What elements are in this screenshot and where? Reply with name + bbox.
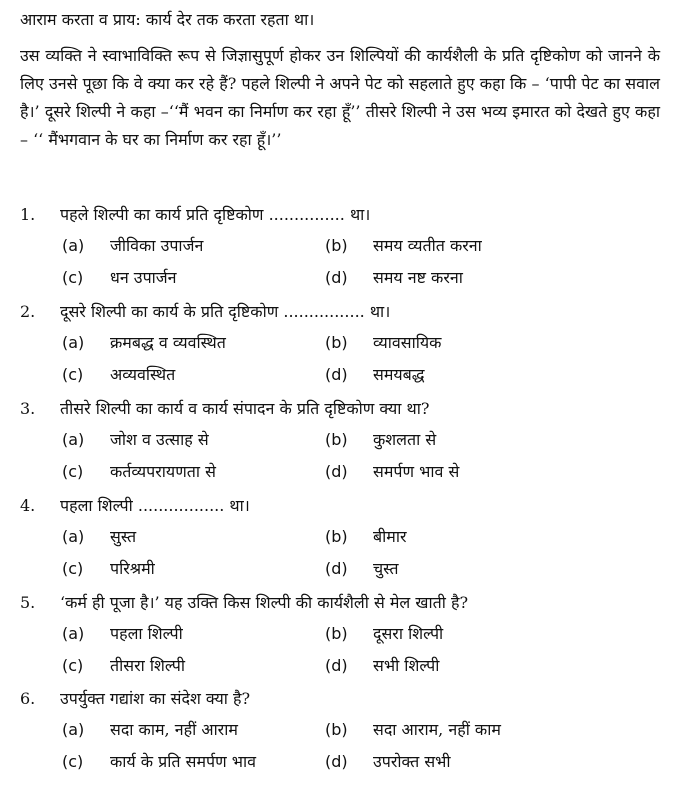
question-text: उपर्युक्त गद्यांश का संदेश क्या है? [60, 689, 251, 708]
option-d[interactable]: (d) समय नष्ट करना [325, 268, 463, 287]
question-number: 3. [20, 399, 36, 418]
option-b[interactable]: (b) समय व्यतीत करना [325, 236, 482, 255]
question-text: दूसरे शिल्पी का कार्य के प्रति दृष्टिकोण ................ था। [60, 302, 391, 321]
option-b[interactable]: (b) कुशलता से [325, 430, 437, 449]
option-b[interactable]: (b) बीमार [325, 527, 407, 546]
question-number: 6. [20, 689, 36, 708]
option-d[interactable]: (d) समर्पण भाव से [325, 462, 460, 481]
option-d[interactable]: (d) सभी शिल्पी [325, 656, 440, 675]
question-1 [20, 200, 665, 294]
option-d[interactable]: (d) उपरोक्त सभी [325, 752, 451, 771]
passage-top-line: आराम करता व प्राय: कार्य देर तक करता रहता था। [20, 10, 315, 29]
option-c[interactable]: (c) तीसरा शिल्पी [62, 656, 185, 675]
option-a[interactable]: (a) जीविका उपार्जन [62, 236, 204, 255]
question-2 [20, 297, 665, 391]
option-a[interactable]: (a) पहला शिल्पी [62, 624, 183, 643]
question-number: 4. [20, 496, 36, 515]
question-5 [20, 588, 665, 682]
option-c[interactable]: (c) कार्य के प्रति समर्पण भाव [62, 752, 257, 771]
question-number: 5. [20, 593, 36, 612]
option-d[interactable]: (d) चुस्त [325, 559, 399, 578]
option-b[interactable]: (b) सदा आराम, नहीं काम [325, 720, 501, 739]
option-b[interactable]: (b) दूसरा शिल्पी [325, 624, 444, 643]
question-number: 2. [20, 302, 36, 321]
option-a[interactable]: (a) क्रमबद्ध व व्यवस्थित [62, 333, 226, 352]
question-3 [20, 394, 665, 488]
option-a[interactable]: (a) सुस्त [62, 527, 137, 546]
question-text: ‘कर्म ही पूजा है।’ यह उक्ति किस शिल्पी की कार्यशैली से मेल खाती है? [60, 593, 469, 612]
question-6 [20, 684, 665, 778]
question-text: पहले शिल्पी का कार्य प्रति दृष्टिकोण ............... था। [60, 205, 371, 224]
option-a[interactable]: (a) जोश व उत्साह से [62, 430, 209, 449]
passage-paragraph: उस व्यक्ति ने स्वाभाविक्ति रूप से जिज्ञासुपूर्ण होकर उन शिल्पियों की कार्यशैली के प्रति दृष्टिकोण को जानने के लिए उनसे पूछा कि वे क्या कर रहे हैं? पहले शिल्पी ने अपने पेट को सहलाते हुए कहा कि – ‘पापी पेट का सवाल है।’ दूसरे शिल्पी ने कहा –‘‘मैं भवन का निर्माण कर रहा हूँ’’ तीसरे शिल्पी ने उस भव्य इमारत को देखते हुए कहा – ‘‘ मैंभगवान के घर का निर्माण कर रहा हूँ।’’ [20, 46, 660, 149]
option-c[interactable]: (c) धन उपार्जन [62, 268, 177, 287]
option-a[interactable]: (a) सदा काम, नहीं आराम [62, 720, 238, 739]
question-text: पहला शिल्पी ................. था। [60, 496, 250, 515]
question-4 [20, 491, 665, 585]
question-number: 1. [20, 205, 36, 224]
question-text: तीसरे शिल्पी का कार्य व कार्य संपादन के प्रति दृष्टिकोण क्या था? [60, 399, 430, 418]
option-c[interactable]: (c) कर्तव्यपरायणता से [62, 462, 216, 481]
option-b[interactable]: (b) व्यावसायिक [325, 333, 442, 352]
option-c[interactable]: (c) अव्यवस्थित [62, 365, 176, 384]
option-c[interactable]: (c) परिश्रमी [62, 559, 155, 578]
passage [20, 6, 660, 162]
option-d[interactable]: (d) समयबद्ध [325, 365, 425, 384]
